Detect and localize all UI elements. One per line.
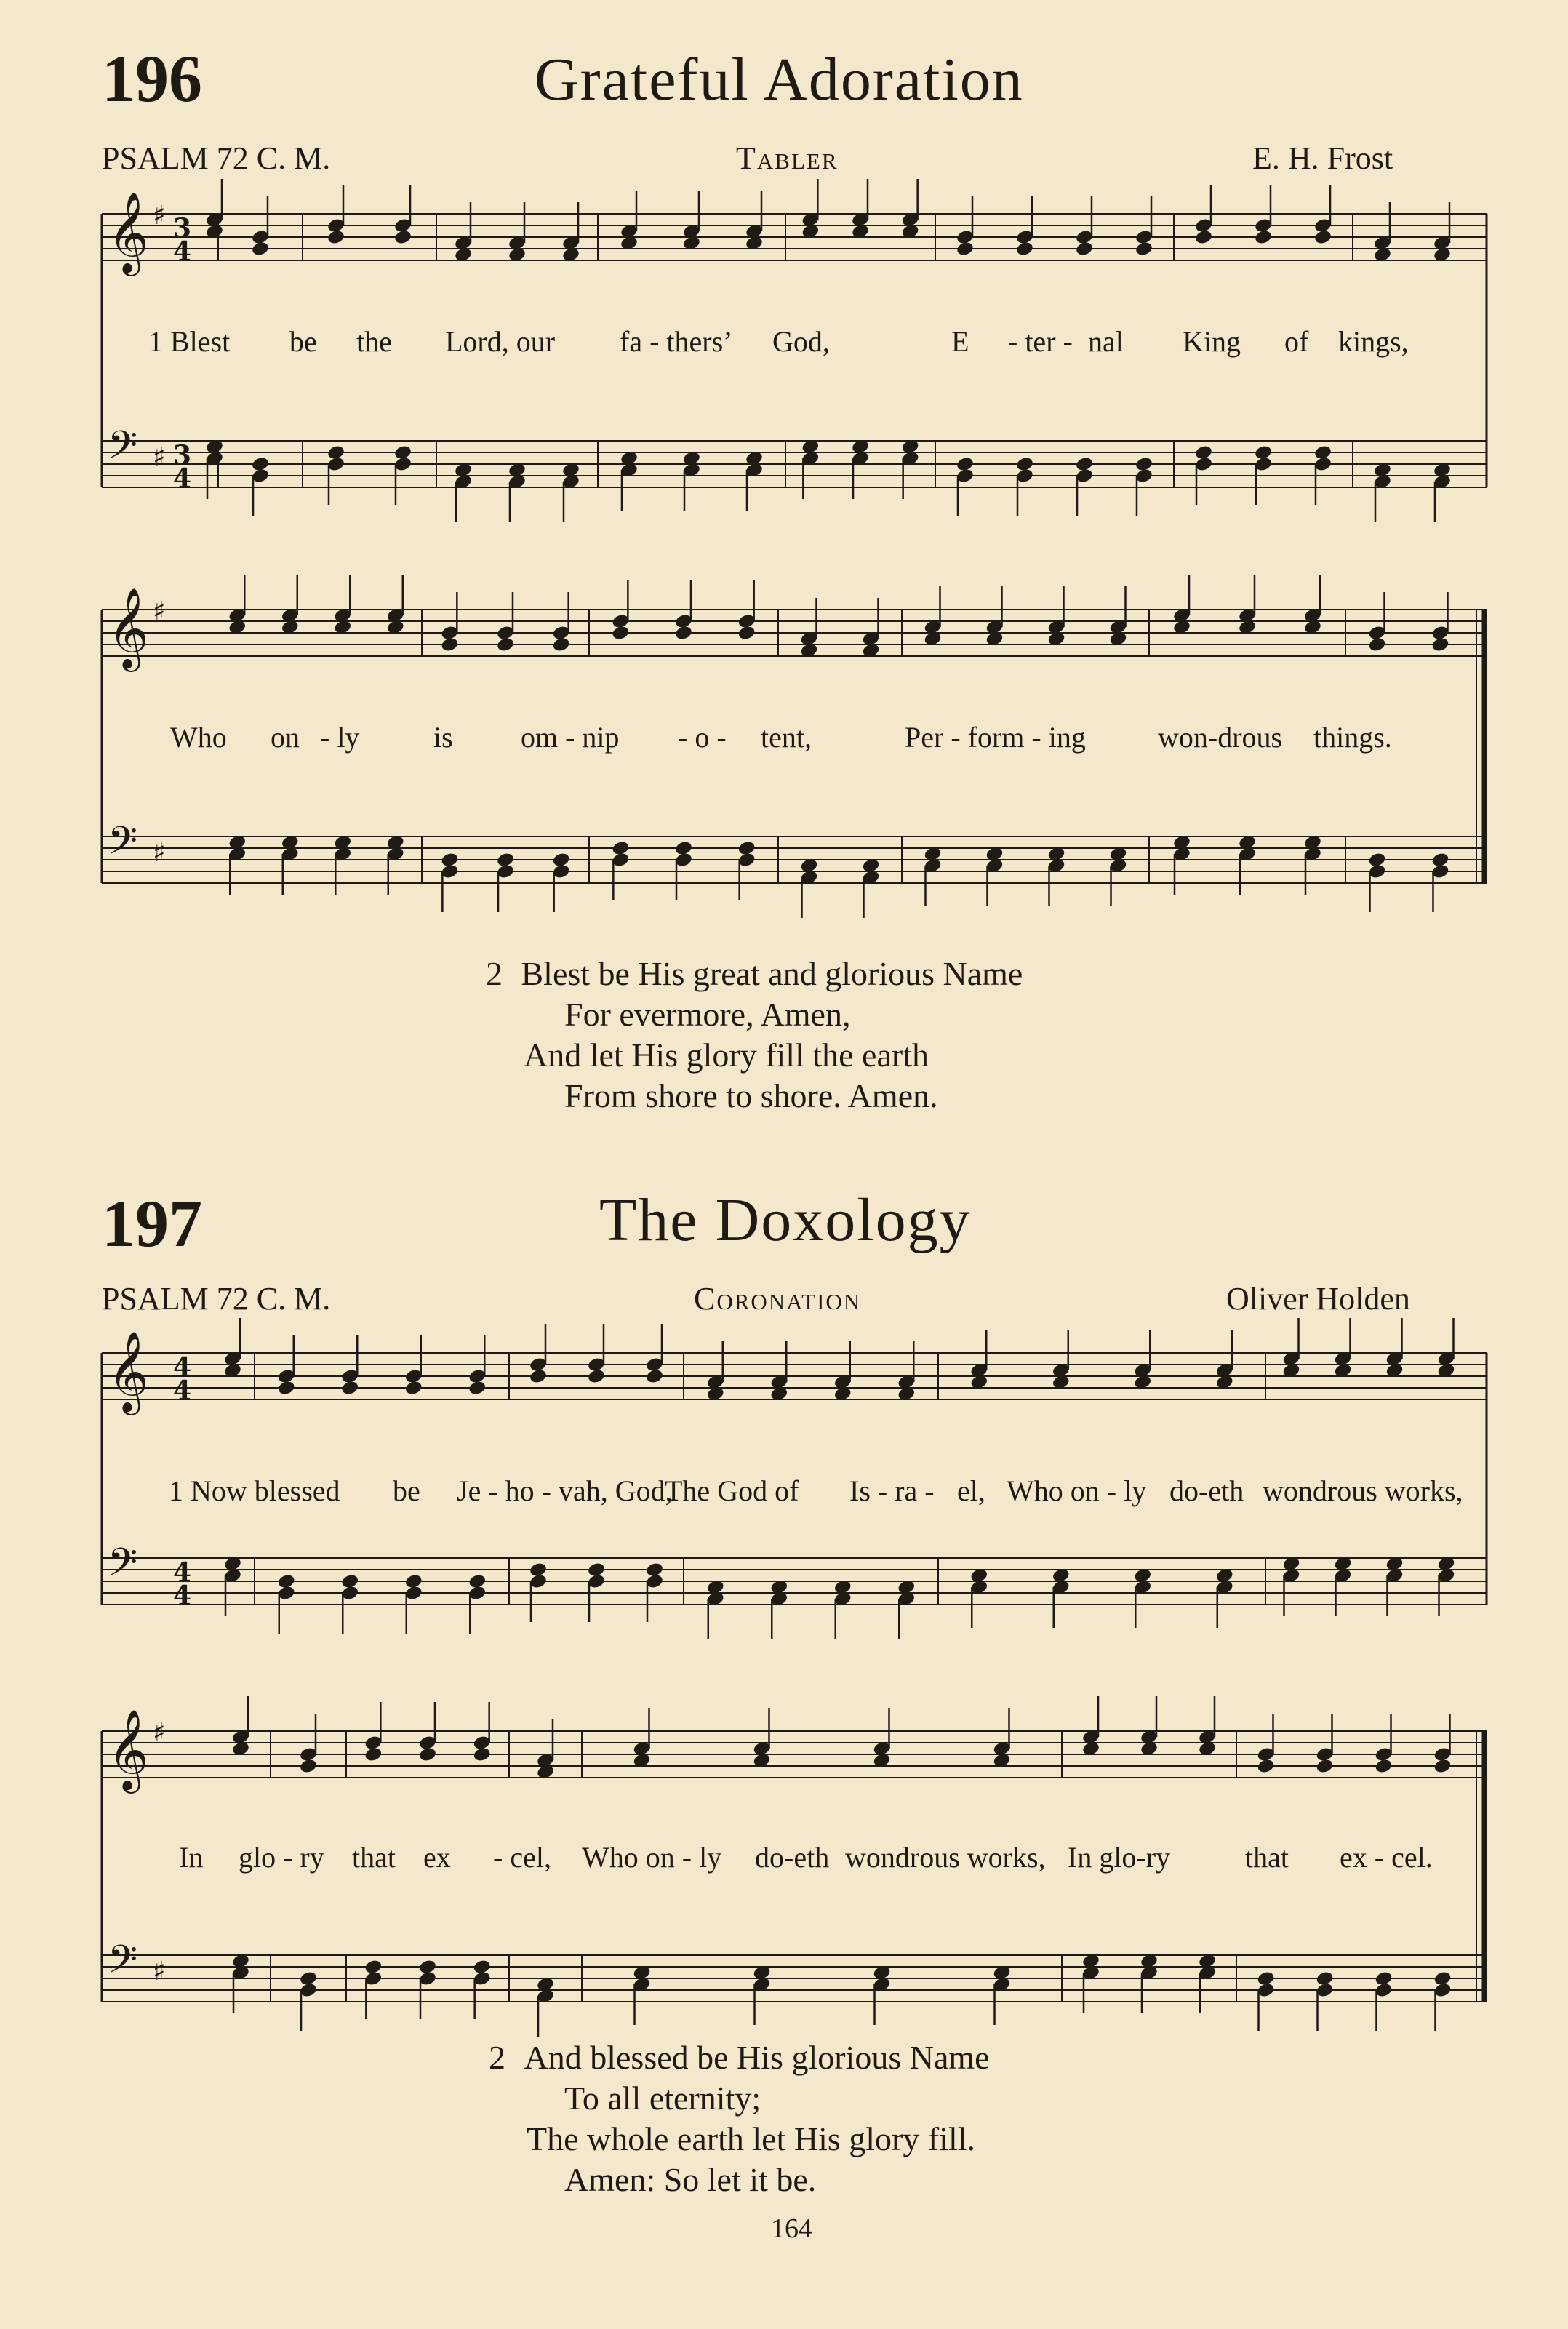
note-head [1256,1758,1275,1775]
lyric-syllable: - ly [320,721,360,754]
verse-line: For evermore, Amen, [564,996,851,1033]
page-number: 164 [771,2213,812,2244]
lyric-syllable: The God of [665,1474,799,1507]
lyric-syllable: In glo-ry [1068,1841,1171,1874]
lyric-syllable: do-eth [755,1841,830,1874]
verse-line: Amen: So let it be. [564,2161,817,2198]
verse-line: The whole earth let His glory fill. [527,2120,976,2157]
time-signature-top: 4 [173,1557,192,1588]
lyric-syllable: Who on - ly [582,1841,722,1874]
tune-name: Coronation [694,1281,862,1317]
lyric-syllable: om - nip [521,721,620,754]
lyric-syllable: el, [957,1474,985,1507]
note-head [418,1746,437,1763]
lyric-syllable: Je - ho - vah, God, [457,1474,673,1507]
key-signature-sharp-icon: ♯ [153,201,166,231]
verse-line: And let His glory fill the earth [524,1036,929,1074]
time-signature-bottom: 4 [173,1375,192,1406]
lyric-syllable: Who [170,721,227,754]
treble-clef-icon: 𝄞 [108,1330,149,1412]
lyric-syllable: wondrous works, [845,1841,1046,1874]
note-head [299,1758,318,1775]
lyric-syllable: God, [772,325,830,358]
bass-clef-icon: 𝄢 [108,423,138,477]
lyric-syllable: glo - ry [239,1841,324,1874]
key-signature-sharp-icon: ♯ [153,1718,166,1748]
hymn-meter: PSALM 72 C. M. [102,140,331,176]
lyric-syllable: Who on - ly [1007,1474,1147,1507]
composer: Oliver Holden [1226,1281,1410,1317]
time-signature-top: 3 [173,213,192,244]
lyric-syllable: 1 Now blessed [169,1474,340,1507]
note-head [1315,1758,1334,1775]
lyric-syllable: 1 Blest [148,325,231,358]
bass-clef-icon: 𝄢 [108,1541,138,1594]
lyric-syllable: ex - cel. [1340,1841,1433,1874]
lyric-syllable: fa - thers’ [620,325,733,358]
time-signature-top: 4 [173,1352,192,1383]
lyric-syllable: won-drous [1158,721,1283,754]
key-signature-sharp-icon: ♯ [153,838,166,868]
tune-name: Tabler [736,140,839,176]
lyric-syllable: King [1183,325,1241,358]
lyric-syllable: Lord, our [445,325,556,358]
lyric-syllable: Per - form - ing [905,721,1086,754]
lyric-syllable: - cel, [493,1841,551,1874]
lyric-syllable: kings, [1338,325,1409,358]
composer: E. H. Frost [1252,140,1393,176]
verse-number: 2 [486,955,503,992]
lyric-syllable: - o - [678,721,727,754]
verse-number: 2 [489,2039,505,2076]
note-head [473,1746,492,1763]
verse-line [489,2041,990,2074]
verse-text: Blest be His great and glorious Name [521,955,1023,992]
hymn-number: 196 [102,41,202,116]
lyric-syllable: nal [1088,325,1124,358]
lyric-line [0,1840,1568,1877]
time-signature-top: 3 [173,440,192,471]
lyric-syllable: tent, [761,721,812,754]
bass-clef-icon: 𝄢 [108,819,138,873]
time-signature-bottom: 4 [173,463,192,494]
lyric-syllable: things. [1313,721,1392,754]
lyric-syllable: is [433,721,453,754]
verse-line: From shore to shore. Amen. [564,1077,938,1114]
verse-text: And blessed be His glorious Name [524,2039,990,2076]
lyric-syllable: that [1245,1841,1289,1874]
note-head [364,1746,383,1763]
hymn-title: Grateful Adoration [535,46,1024,113]
treble-clef-icon: 𝄞 [108,191,149,273]
bass-clef-icon: 𝄢 [108,1938,138,1992]
lyric-syllable: In [179,1841,204,1874]
hymn-number: 197 [102,1186,202,1261]
treble-clef-icon: 𝄞 [108,587,149,668]
lyric-syllable: - ter - [1008,325,1073,358]
note-head [1374,1758,1393,1775]
key-signature-sharp-icon: ♯ [153,596,166,626]
lyric-syllable: of [1284,325,1309,358]
lyric-syllable: the [356,325,392,358]
time-signature-bottom: 4 [173,1581,192,1611]
lyric-syllable: be [289,325,317,358]
lyric-syllable: wondrous works, [1263,1474,1463,1507]
note-head [1433,1758,1452,1775]
treble-clef-icon: 𝄞 [108,1709,149,1790]
hymn-meter: PSALM 72 C. M. [102,1281,331,1317]
time-signature-bottom: 4 [173,236,192,267]
lyric-syllable: on [271,721,300,754]
verse-line: To all eternity; [564,2080,761,2117]
lyric-syllable: ex [423,1841,451,1874]
key-signature-sharp-icon: ♯ [153,1957,166,1986]
key-signature-sharp-icon: ♯ [153,442,166,472]
lyric-syllable: E [951,325,969,358]
lyric-syllable: Is - ra - [849,1474,935,1507]
lyric-syllable: be [393,1474,420,1507]
lyric-syllable: do-eth [1169,1474,1244,1507]
hymn-title: The Doxology [599,1186,972,1254]
lyric-syllable: that [352,1841,396,1874]
